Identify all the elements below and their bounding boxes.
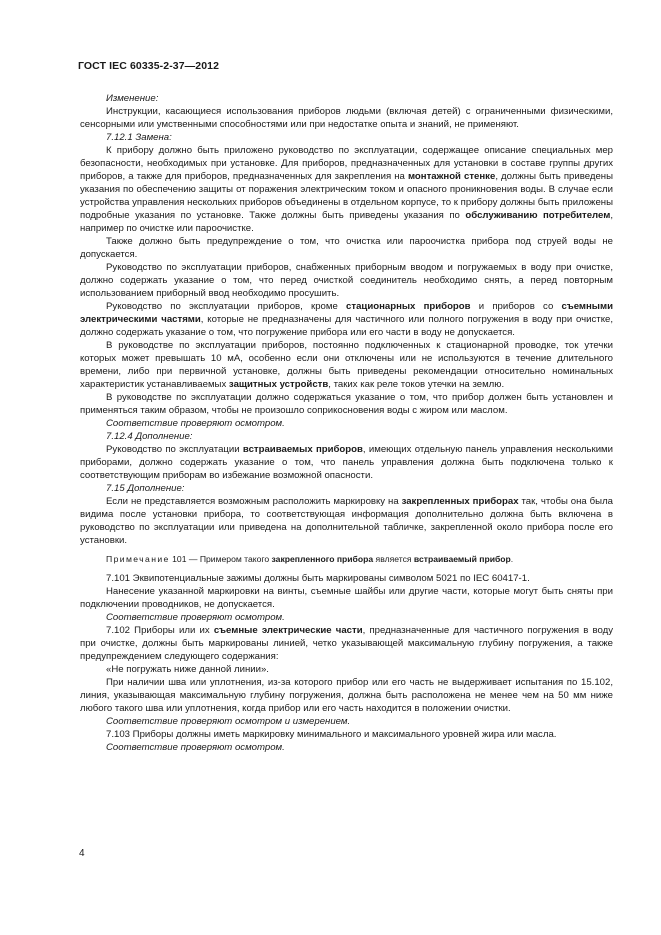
paragraph-immersion: Руководство по эксплуатации приборов, кроме стационарных приборов и приборов со съемными электрическими частями, которые не предназначены для частичного или полного погружения в воду при очистке, должно содержать указание о том, что погружение прибора или его части в воду не допускается.: [80, 301, 613, 338]
compliance-check-1: Соответствие проверяют осмотром.: [106, 418, 285, 429]
clause-7-101: 7.101 Эквипотенциальные зажимы должны быть маркированы символом 5021 по IEC 60417-1.: [106, 573, 530, 584]
clause-7-103: 7.103 Приборы должны иметь маркировку минимального и максимального уровней жира или масла.: [106, 729, 557, 740]
compliance-check-4: Соответствие проверяют осмотром.: [106, 742, 285, 753]
document-body: [80, 92, 613, 754]
compliance-check-3: Соответствие проверяют осмотром и измерением.: [106, 716, 351, 727]
paragraph-oil-contact: В руководстве по эксплуатации должно содержаться указание о том, что прибор должен быть установлен и применяться таким образом, чтобы не произошло соприкосновения воды с жиром или маслом.: [80, 392, 613, 416]
paragraph-screws: Нанесение указанной маркировки на винты, съемные шайбы или другие части, которые могут быть сняты при подключении проводников, не допускается.: [80, 586, 613, 610]
paragraph-instructions: Инструкции, касающиеся использования приборов людьми (включая детей) с ограниченными физическими, сенсорными или умственными способностями или при недостатке опыта и знаний, не применяют.: [80, 106, 613, 130]
clause-7-12-1: 7.12.1 Замена:: [106, 132, 172, 143]
paragraph-warning-water: Также должно быть предупреждение о том, что очистка или пароочистка прибора под струей воды не допускается.: [80, 236, 613, 260]
clause-7-15: 7.15 Дополнение:: [106, 483, 185, 494]
paragraph-built-in: Руководство по эксплуатации встраиваемых приборов, имеющих отдельную панель управления несколькими приборами, должно содержать указание о том, что панель управления должна быть подключена только к соответствующим приборам во избежание возможной опасности.: [80, 444, 614, 481]
clause-7-12-4: 7.12.4 Дополнение:: [106, 431, 193, 442]
paragraph-leakage-current: В руководстве по эксплуатации приборов, постоянно подключенных к стационарной проводке, ток утечки которых может превышать 10 мА, особенно если они отключены или не используются в течение длительного времени, либо при первичной установке, должны быть приведены рекомендации относительно номинальных характеристик устанавливаемых защитных устройств, таких как реле токов утечки на землю.: [80, 340, 613, 390]
clause-7-102: 7.102 Приборы или их съемные электрические части, предназначенные для частичного погружения в воду при очистке, должны быть маркированы линией, четко указывающей максимальную глубину погружения, а также предупреждением следующего содержания:: [80, 625, 613, 662]
compliance-check-2: Соответствие проверяют осмотром.: [106, 612, 285, 623]
document-header: ГОСТ IEC 60335-2-37—2012: [78, 60, 220, 72]
paragraph-appliance-inlet: Руководство по эксплуатации приборов, снабженных приборным вводом и погружаемых в воду при очистке, должно содержать указание о том, что перед очисткой соединитель необходимо снять, а перед повторным использованием приборный ввод необходимо просушить.: [80, 262, 613, 299]
paragraph-change-label: Изменение:: [106, 93, 159, 104]
page-number: 4: [79, 848, 85, 859]
paragraph-seal: При наличии шва или уплотнения, из-за которого прибор или его часть не выдерживает испытания по 15.102, линия, указывающая максимальную глубину погружения, должна быть расположена не менее чем на 50 мм ниже любого такого шва или уплотнения, когда прибор или его часть находится в положении очистки.: [80, 677, 613, 714]
paragraph-manual-requirements: К прибору должно быть приложено руководство по эксплуатации, содержащее описание специальных мер безопасности, необходимых при установке. Для приборов, предназначенных для установки в составе группы других приборов, а также для приборов, предназначенных для закрепления на монтажной стенке, должны быть приведены указания по обеспечению защиты от поражения электрическим током и опасного проникновения воды. В случае если устройства управления нескольких приборов объединены в отдельном корпусе, то к прибору должны быть приложены подробные указания по установке. Также должны быть приведены указания по обслуживанию потребителем, например по очистке или пароочистке.: [80, 145, 613, 234]
paragraph-fixed-marking: Если не представляется возможным расположить маркировку на закрепленных приборах так, чтобы она была видима после установки прибора, то соответствующая информация дополнительно должна быть включена в руководство по эксплуатации или приведена на дополнительной табличке, закрепленной около прибора после его установки.: [80, 496, 614, 546]
paragraph-quote: «Не погружать ниже данной линии».: [106, 664, 269, 675]
note-101: Примечание 101 — Примером такого закрепленного прибора является встраиваемый прибор.: [106, 554, 514, 564]
